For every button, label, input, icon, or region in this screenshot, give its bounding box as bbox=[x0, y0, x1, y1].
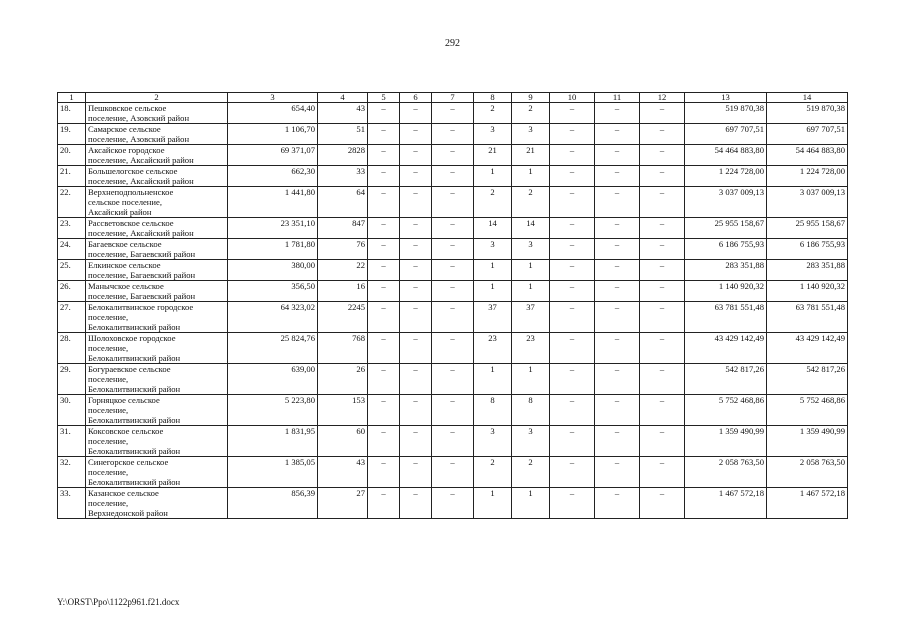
col7-value: – bbox=[432, 260, 474, 281]
col6-value: – bbox=[400, 488, 432, 519]
area-value: 69 371,07 bbox=[228, 145, 318, 166]
col11-value: – bbox=[595, 426, 640, 457]
area-value: 1 441,80 bbox=[228, 187, 318, 218]
col5-value: – bbox=[368, 426, 400, 457]
area-value: 25 824,76 bbox=[228, 333, 318, 364]
table-row bbox=[58, 333, 848, 364]
col9-value: 2 bbox=[512, 457, 550, 488]
area-value: 856,39 bbox=[228, 488, 318, 519]
total-amount-value: 283 351,88 bbox=[767, 260, 848, 281]
col12-value: – bbox=[640, 457, 685, 488]
table-row bbox=[58, 145, 848, 166]
amount-value: 1 140 920,32 bbox=[685, 281, 767, 302]
row-number: 28. bbox=[58, 333, 86, 364]
col10-value: – bbox=[550, 281, 595, 302]
row-number: 22. bbox=[58, 187, 86, 218]
table-row bbox=[58, 488, 848, 519]
amount-value: 54 464 883,80 bbox=[685, 145, 767, 166]
col8-value: 2 bbox=[474, 103, 512, 124]
row-number: 29. bbox=[58, 364, 86, 395]
col12-value: – bbox=[640, 395, 685, 426]
col10-value: – bbox=[550, 187, 595, 218]
page-number: 292 bbox=[445, 38, 460, 49]
col6-value: – bbox=[400, 218, 432, 239]
col10-value: – bbox=[550, 145, 595, 166]
col10-value: – bbox=[550, 302, 595, 333]
area-value: 380,00 bbox=[228, 260, 318, 281]
col6-value: – bbox=[400, 457, 432, 488]
col5-value: – bbox=[368, 218, 400, 239]
total-amount-value: 1 359 490,99 bbox=[767, 426, 848, 457]
area-value: 654,40 bbox=[228, 103, 318, 124]
col11-value: – bbox=[595, 166, 640, 187]
col9-value: 23 bbox=[512, 333, 550, 364]
col8-value: 3 bbox=[474, 239, 512, 260]
col7-value: – bbox=[432, 239, 474, 260]
col12-value: – bbox=[640, 166, 685, 187]
col5-value: – bbox=[368, 395, 400, 426]
col8-value: 23 bbox=[474, 333, 512, 364]
col11-value: – bbox=[595, 302, 640, 333]
settlement-name: Елкинское сельское поселение, Багаевский район bbox=[86, 260, 228, 281]
col6-value: – bbox=[400, 239, 432, 260]
data-table bbox=[57, 92, 848, 519]
table-row bbox=[58, 187, 848, 218]
col6-value: – bbox=[400, 166, 432, 187]
table-row bbox=[58, 395, 848, 426]
col11-value: – bbox=[595, 488, 640, 519]
col5-value: – bbox=[368, 103, 400, 124]
total-amount-value: 697 707,51 bbox=[767, 124, 848, 145]
col11-value: – bbox=[595, 395, 640, 426]
col9-value: 1 bbox=[512, 281, 550, 302]
count-value: 43 bbox=[318, 457, 368, 488]
count-value: 153 bbox=[318, 395, 368, 426]
col5-value: – bbox=[368, 333, 400, 364]
area-value: 1 781,80 bbox=[228, 239, 318, 260]
count-value: 22 bbox=[318, 260, 368, 281]
table-row bbox=[58, 103, 848, 124]
col10-value: – bbox=[550, 395, 595, 426]
row-number: 23. bbox=[58, 218, 86, 239]
table-row bbox=[58, 218, 848, 239]
col6-value: – bbox=[400, 426, 432, 457]
row-number: 31. bbox=[58, 426, 86, 457]
col6-value: – bbox=[400, 395, 432, 426]
area-value: 1 831,95 bbox=[228, 426, 318, 457]
row-number: 33. bbox=[58, 488, 86, 519]
col8-value: 8 bbox=[474, 395, 512, 426]
table-row bbox=[58, 260, 848, 281]
area-value: 662,30 bbox=[228, 166, 318, 187]
total-amount-value: 542 817,26 bbox=[767, 364, 848, 395]
col7-value: – bbox=[432, 218, 474, 239]
column-header-9: 9 bbox=[512, 93, 550, 103]
col5-value: – bbox=[368, 239, 400, 260]
total-amount-value: 63 781 551,48 bbox=[767, 302, 848, 333]
settlement-name: Пешковское сельское поселение, Азовский район bbox=[86, 103, 228, 124]
column-header-14: 14 bbox=[767, 93, 848, 103]
col12-value: – bbox=[640, 145, 685, 166]
area-value: 639,00 bbox=[228, 364, 318, 395]
col6-value: – bbox=[400, 260, 432, 281]
col10-value: – bbox=[550, 426, 595, 457]
col9-value: 1 bbox=[512, 364, 550, 395]
settlement-name: Верхнеподпольненское сельское поселение, Аксайский район bbox=[86, 187, 228, 218]
settlement-name: Рассветовское сельское поселение, Аксайский район bbox=[86, 218, 228, 239]
col7-value: – bbox=[432, 187, 474, 218]
amount-value: 283 351,88 bbox=[685, 260, 767, 281]
col12-value: – bbox=[640, 103, 685, 124]
col5-value: – bbox=[368, 364, 400, 395]
col12-value: – bbox=[640, 124, 685, 145]
area-value: 5 223,80 bbox=[228, 395, 318, 426]
col8-value: 1 bbox=[474, 281, 512, 302]
total-amount-value: 1 224 728,00 bbox=[767, 166, 848, 187]
col6-value: – bbox=[400, 187, 432, 218]
total-amount-value: 54 464 883,80 bbox=[767, 145, 848, 166]
amount-value: 697 707,51 bbox=[685, 124, 767, 145]
amount-value: 43 429 142,49 bbox=[685, 333, 767, 364]
area-value: 356,50 bbox=[228, 281, 318, 302]
table-row bbox=[58, 457, 848, 488]
total-amount-value: 43 429 142,49 bbox=[767, 333, 848, 364]
row-number: 18. bbox=[58, 103, 86, 124]
col5-value: – bbox=[368, 145, 400, 166]
table-row bbox=[58, 239, 848, 260]
col9-value: 2 bbox=[512, 187, 550, 218]
col10-value: – bbox=[550, 218, 595, 239]
col7-value: – bbox=[432, 457, 474, 488]
col9-value: 14 bbox=[512, 218, 550, 239]
total-amount-value: 2 058 763,50 bbox=[767, 457, 848, 488]
col7-value: – bbox=[432, 166, 474, 187]
amount-value: 1 224 728,00 bbox=[685, 166, 767, 187]
amount-value: 25 955 158,67 bbox=[685, 218, 767, 239]
total-amount-value: 6 186 755,93 bbox=[767, 239, 848, 260]
settlement-name: Аксайское городское поселение, Аксайский район bbox=[86, 145, 228, 166]
col7-value: – bbox=[432, 488, 474, 519]
col8-value: 1 bbox=[474, 364, 512, 395]
col11-value: – bbox=[595, 333, 640, 364]
col10-value: – bbox=[550, 124, 595, 145]
header-row bbox=[58, 93, 848, 103]
row-number: 20. bbox=[58, 145, 86, 166]
col8-value: 3 bbox=[474, 426, 512, 457]
column-header-3: 3 bbox=[228, 93, 318, 103]
area-value: 23 351,10 bbox=[228, 218, 318, 239]
col12-value: – bbox=[640, 281, 685, 302]
col7-value: – bbox=[432, 333, 474, 364]
col10-value: – bbox=[550, 364, 595, 395]
col10-value: – bbox=[550, 260, 595, 281]
column-header-13: 13 bbox=[685, 93, 767, 103]
column-header-11: 11 bbox=[595, 93, 640, 103]
col9-value: 3 bbox=[512, 239, 550, 260]
count-value: 76 bbox=[318, 239, 368, 260]
count-value: 768 bbox=[318, 333, 368, 364]
total-amount-value: 25 955 158,67 bbox=[767, 218, 848, 239]
column-header-5: 5 bbox=[368, 93, 400, 103]
col10-value: – bbox=[550, 239, 595, 260]
row-number: 19. bbox=[58, 124, 86, 145]
col8-value: 1 bbox=[474, 260, 512, 281]
settlement-name: Самарское сельское поселение, Азовский район bbox=[86, 124, 228, 145]
col9-value: 1 bbox=[512, 166, 550, 187]
col9-value: 1 bbox=[512, 260, 550, 281]
col11-value: – bbox=[595, 239, 640, 260]
col5-value: – bbox=[368, 488, 400, 519]
col11-value: – bbox=[595, 260, 640, 281]
settlement-name: Большелогское сельское поселение, Аксайский район bbox=[86, 166, 228, 187]
col10-value: – bbox=[550, 103, 595, 124]
column-header-12: 12 bbox=[640, 93, 685, 103]
col7-value: – bbox=[432, 145, 474, 166]
col5-value: – bbox=[368, 260, 400, 281]
table-row bbox=[58, 302, 848, 333]
amount-value: 1 359 490,99 bbox=[685, 426, 767, 457]
col5-value: – bbox=[368, 457, 400, 488]
col6-value: – bbox=[400, 333, 432, 364]
col12-value: – bbox=[640, 302, 685, 333]
settlement-name: Синегорское сельское поселение, Белокалитвинский район bbox=[86, 457, 228, 488]
settlement-name: Коксовское сельское поселение, Белокалитвинский район bbox=[86, 426, 228, 457]
col9-value: 8 bbox=[512, 395, 550, 426]
area-value: 1 385,05 bbox=[228, 457, 318, 488]
count-value: 2828 bbox=[318, 145, 368, 166]
amount-value: 519 870,38 bbox=[685, 103, 767, 124]
col12-value: – bbox=[640, 218, 685, 239]
column-header-1: 1 bbox=[58, 93, 86, 103]
col11-value: – bbox=[595, 281, 640, 302]
count-value: 43 bbox=[318, 103, 368, 124]
amount-value: 5 752 468,86 bbox=[685, 395, 767, 426]
row-number: 27. bbox=[58, 302, 86, 333]
col11-value: – bbox=[595, 218, 640, 239]
col12-value: – bbox=[640, 364, 685, 395]
col12-value: – bbox=[640, 239, 685, 260]
count-value: 2245 bbox=[318, 302, 368, 333]
col10-value: – bbox=[550, 488, 595, 519]
settlement-name: Казанское сельское поселение, Верхнедонской район bbox=[86, 488, 228, 519]
col12-value: – bbox=[640, 426, 685, 457]
col11-value: – bbox=[595, 124, 640, 145]
col8-value: 2 bbox=[474, 187, 512, 218]
column-header-2: 2 bbox=[86, 93, 228, 103]
col6-value: – bbox=[400, 281, 432, 302]
column-header-6: 6 bbox=[400, 93, 432, 103]
col8-value: 14 bbox=[474, 218, 512, 239]
col7-value: – bbox=[432, 103, 474, 124]
column-header-7: 7 bbox=[432, 93, 474, 103]
table-row bbox=[58, 166, 848, 187]
area-value: 1 106,70 bbox=[228, 124, 318, 145]
col11-value: – bbox=[595, 145, 640, 166]
col6-value: – bbox=[400, 364, 432, 395]
col12-value: – bbox=[640, 187, 685, 218]
col6-value: – bbox=[400, 124, 432, 145]
table-row bbox=[58, 124, 848, 145]
col5-value: – bbox=[368, 302, 400, 333]
total-amount-value: 3 037 009,13 bbox=[767, 187, 848, 218]
file-path-footer: Y:\ORST\Ppo\1122p961.f21.docx bbox=[57, 597, 180, 607]
col9-value: 3 bbox=[512, 124, 550, 145]
row-number: 32. bbox=[58, 457, 86, 488]
count-value: 33 bbox=[318, 166, 368, 187]
col8-value: 37 bbox=[474, 302, 512, 333]
count-value: 847 bbox=[318, 218, 368, 239]
settlement-name: Манычское сельское поселение, Багаевский район bbox=[86, 281, 228, 302]
col7-value: – bbox=[432, 281, 474, 302]
row-number: 24. bbox=[58, 239, 86, 260]
row-number: 26. bbox=[58, 281, 86, 302]
count-value: 60 bbox=[318, 426, 368, 457]
col9-value: 3 bbox=[512, 426, 550, 457]
total-amount-value: 1 467 572,18 bbox=[767, 488, 848, 519]
col6-value: – bbox=[400, 302, 432, 333]
count-value: 51 bbox=[318, 124, 368, 145]
col11-value: – bbox=[595, 187, 640, 218]
count-value: 16 bbox=[318, 281, 368, 302]
col12-value: – bbox=[640, 260, 685, 281]
col10-value: – bbox=[550, 333, 595, 364]
table-row bbox=[58, 364, 848, 395]
settlement-name: Белокалитвинское городское поселение, Белокалитвинский район bbox=[86, 302, 228, 333]
col8-value: 1 bbox=[474, 488, 512, 519]
row-number: 25. bbox=[58, 260, 86, 281]
col11-value: – bbox=[595, 103, 640, 124]
col10-value: – bbox=[550, 166, 595, 187]
settlement-name: Багаевское сельское поселение, Багаевский район bbox=[86, 239, 228, 260]
row-number: 30. bbox=[58, 395, 86, 426]
settlement-name: Шолоховское городское поселение, Белокалитвинский район bbox=[86, 333, 228, 364]
area-value: 64 323,02 bbox=[228, 302, 318, 333]
col10-value: – bbox=[550, 457, 595, 488]
table-row bbox=[58, 281, 848, 302]
col7-value: – bbox=[432, 302, 474, 333]
amount-value: 542 817,26 bbox=[685, 364, 767, 395]
col8-value: 2 bbox=[474, 457, 512, 488]
total-amount-value: 1 140 920,32 bbox=[767, 281, 848, 302]
col9-value: 21 bbox=[512, 145, 550, 166]
count-value: 26 bbox=[318, 364, 368, 395]
col7-value: – bbox=[432, 395, 474, 426]
col5-value: – bbox=[368, 124, 400, 145]
row-number: 21. bbox=[58, 166, 86, 187]
col9-value: 1 bbox=[512, 488, 550, 519]
amount-value: 1 467 572,18 bbox=[685, 488, 767, 519]
col5-value: – bbox=[368, 281, 400, 302]
col9-value: 37 bbox=[512, 302, 550, 333]
col5-value: – bbox=[368, 187, 400, 218]
count-value: 64 bbox=[318, 187, 368, 218]
col8-value: 21 bbox=[474, 145, 512, 166]
col7-value: – bbox=[432, 426, 474, 457]
amount-value: 63 781 551,48 bbox=[685, 302, 767, 333]
column-header-10: 10 bbox=[550, 93, 595, 103]
amount-value: 6 186 755,93 bbox=[685, 239, 767, 260]
col6-value: – bbox=[400, 145, 432, 166]
col12-value: – bbox=[640, 333, 685, 364]
col8-value: 3 bbox=[474, 124, 512, 145]
amount-value: 2 058 763,50 bbox=[685, 457, 767, 488]
table-row bbox=[58, 426, 848, 457]
col8-value: 1 bbox=[474, 166, 512, 187]
col9-value: 2 bbox=[512, 103, 550, 124]
col7-value: – bbox=[432, 124, 474, 145]
col6-value: – bbox=[400, 103, 432, 124]
col7-value: – bbox=[432, 364, 474, 395]
settlement-name: Богураевское сельское поселение, Белокалитвинский район bbox=[86, 364, 228, 395]
col5-value: – bbox=[368, 166, 400, 187]
column-header-8: 8 bbox=[474, 93, 512, 103]
total-amount-value: 5 752 468,86 bbox=[767, 395, 848, 426]
col11-value: – bbox=[595, 457, 640, 488]
col12-value: – bbox=[640, 488, 685, 519]
settlement-name: Горняцкое сельское поселение, Белокалитвинский район bbox=[86, 395, 228, 426]
amount-value: 3 037 009,13 bbox=[685, 187, 767, 218]
count-value: 27 bbox=[318, 488, 368, 519]
col11-value: – bbox=[595, 364, 640, 395]
total-amount-value: 519 870,38 bbox=[767, 103, 848, 124]
column-header-4: 4 bbox=[318, 93, 368, 103]
